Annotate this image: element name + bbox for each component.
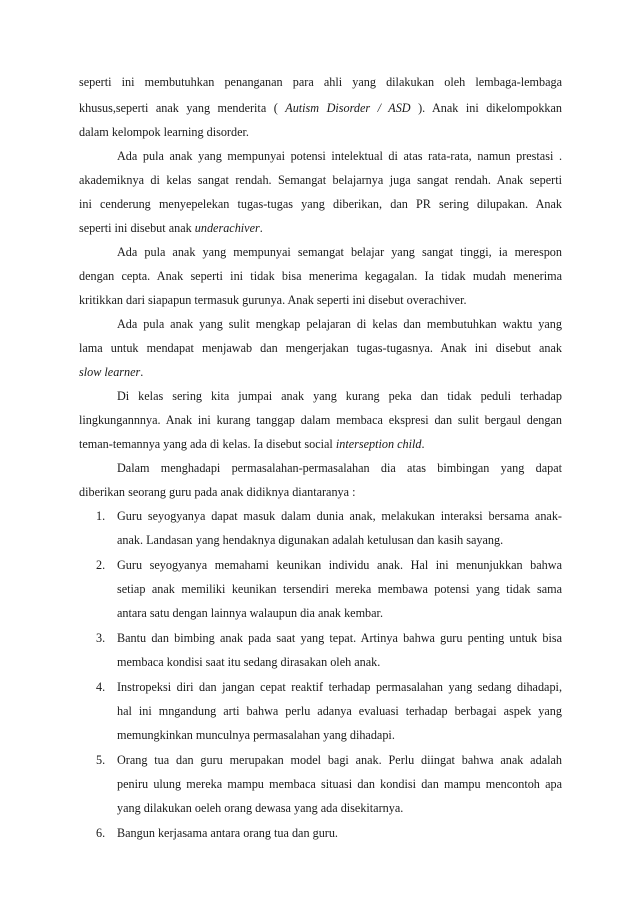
list-item-line: setiap anak memiliki keunikan tersendiri mereka membawa potensi yang tidak sama xyxy=(117,582,562,596)
paragraph-5-line-1: Di kelas sering kita jumpai anak yang kurang peka dan tidak peduli terhadap xyxy=(117,389,562,403)
list-number: 1. xyxy=(96,509,106,523)
list-number: 4. xyxy=(96,680,106,694)
paragraph-3-line-1: Ada pula anak yang mempunyai semangat belajar yang sangat tinggi, ia merespon xyxy=(117,245,562,259)
list-item-line: Guru seyogyanya memahami keunikan individu anak. Hal ini menunjukkan bahwa xyxy=(117,558,562,572)
paragraph-2-line-2: akademiknya di kelas sangat rendah. Semangat belajarnya juga sangat rendah. Anak seperti xyxy=(79,173,562,187)
italic-term: slow learner xyxy=(79,365,141,379)
list-item-line: antara satu dengan lainnya walaupun dia anak kembar. xyxy=(117,606,383,620)
list-item-line: Orang tua dan guru merupakan model bagi anak. Perlu diingat bahwa anak adalah xyxy=(117,753,562,767)
text-span: . xyxy=(421,437,425,451)
list-item-line: hal ini mngandung arti bahwa perlu adanya evaluasi terhadap berbagai aspek yang xyxy=(117,704,562,718)
paragraph-2-line-4 xyxy=(79,220,562,236)
list-item-line: membaca kondisi saat itu sedang dirasakan oleh anak. xyxy=(117,655,381,669)
text-span: teman-temannya yang ada di kelas. Ia disebut social xyxy=(79,437,336,451)
italic-term: interseption child xyxy=(335,437,422,451)
paragraph-1-line-2 xyxy=(79,100,562,116)
list-item-line: Guru seyogyanya dapat masuk dalam dunia anak, melakukan interaksi bersama anak- xyxy=(117,509,562,523)
list-number: 3. xyxy=(96,631,106,645)
text-span: ). Anak ini dikelompokkan xyxy=(418,101,563,115)
list-item-line: Bangun kerjasama antara orang tua dan guru. xyxy=(117,826,338,840)
list-item-line: peniru ulung mereka mampu membaca situasi dan kondisi dan mampu mencontoh apa xyxy=(117,777,562,791)
paragraph-6-line-1: Dalam menghadapi permasalahan-permasalahan dia atas bimbingan yang dapat xyxy=(117,461,562,475)
list-item-line: memungkinkan munculnya permasalahan yang dihadapi. xyxy=(117,728,395,742)
paragraph-2-line-1: Ada pula anak yang mempunyai potensi intelektual di atas rata-rata, namun prestasi . xyxy=(117,149,562,163)
list-number: 5. xyxy=(96,753,106,767)
text-span: khusus,seperti anak yang menderita ( xyxy=(79,101,278,115)
list-item-line: anak. Landasan yang hendaknya digunakan adalah ketulusan dan kasih sayang. xyxy=(117,533,504,547)
paragraph-1-line-3: dalam kelompok learning disorder. xyxy=(79,125,249,139)
paragraph-3-line-3: kritikkan dari siapapun termasuk gurunya. Anak seperti ini disebut overachiver. xyxy=(79,293,467,307)
text-span: . xyxy=(140,365,144,379)
list-number: 2. xyxy=(96,558,106,572)
paragraph-3-line-2: dengan cepta. Anak seperti ini tidak bisa menerima kegagalan. Ia tidak mudah menerima xyxy=(79,269,562,283)
text-span: seperti ini disebut anak xyxy=(79,221,195,235)
paragraph-4-line-3 xyxy=(79,364,562,380)
list-item-line: Instropeksi diri dan jangan cepat reaktif terhadap permasalahan yang sedang dihadapi, xyxy=(117,680,562,694)
paragraph-4-line-1: Ada pula anak yang sulit mengkap pelajaran di kelas dan membutuhkan waktu yang xyxy=(117,317,562,331)
paragraph-2-line-3: ini cenderung menyepelekan tugas-tugas yang diberikan, dan PR sering dilupakan. Anak xyxy=(79,197,562,211)
paragraph-1-line-1: seperti ini membutuhkan penanganan para ahli yang dilakukan oleh lembaga-lembaga xyxy=(79,75,562,89)
paragraph-5-line-3 xyxy=(79,436,562,452)
paragraph-5-line-2: lingkungannnya. Anak ini kurang tanggap dalam membaca ekspresi dan sulit bergaul dengan xyxy=(79,413,562,427)
text-span: . xyxy=(259,221,263,235)
paragraph-6-line-2: diberikan seorang guru pada anak didiknya diantaranya : xyxy=(79,485,356,499)
list-item-line: yang dilakukan oeleh orang dewasa yang ada disekitarnya. xyxy=(117,801,404,815)
list-number: 6. xyxy=(96,826,106,840)
italic-term: Autism Disorder / ASD xyxy=(285,101,411,115)
italic-term: underachiver xyxy=(194,221,260,235)
paragraph-4-line-2: lama untuk mendapat menjawab dan mengerjakan tugas-tugasnya. Anak ini disebut anak xyxy=(79,341,562,355)
list-item-line: Bantu dan bimbing anak pada saat yang tepat. Artinya bahwa guru penting untuk bisa xyxy=(117,631,562,645)
